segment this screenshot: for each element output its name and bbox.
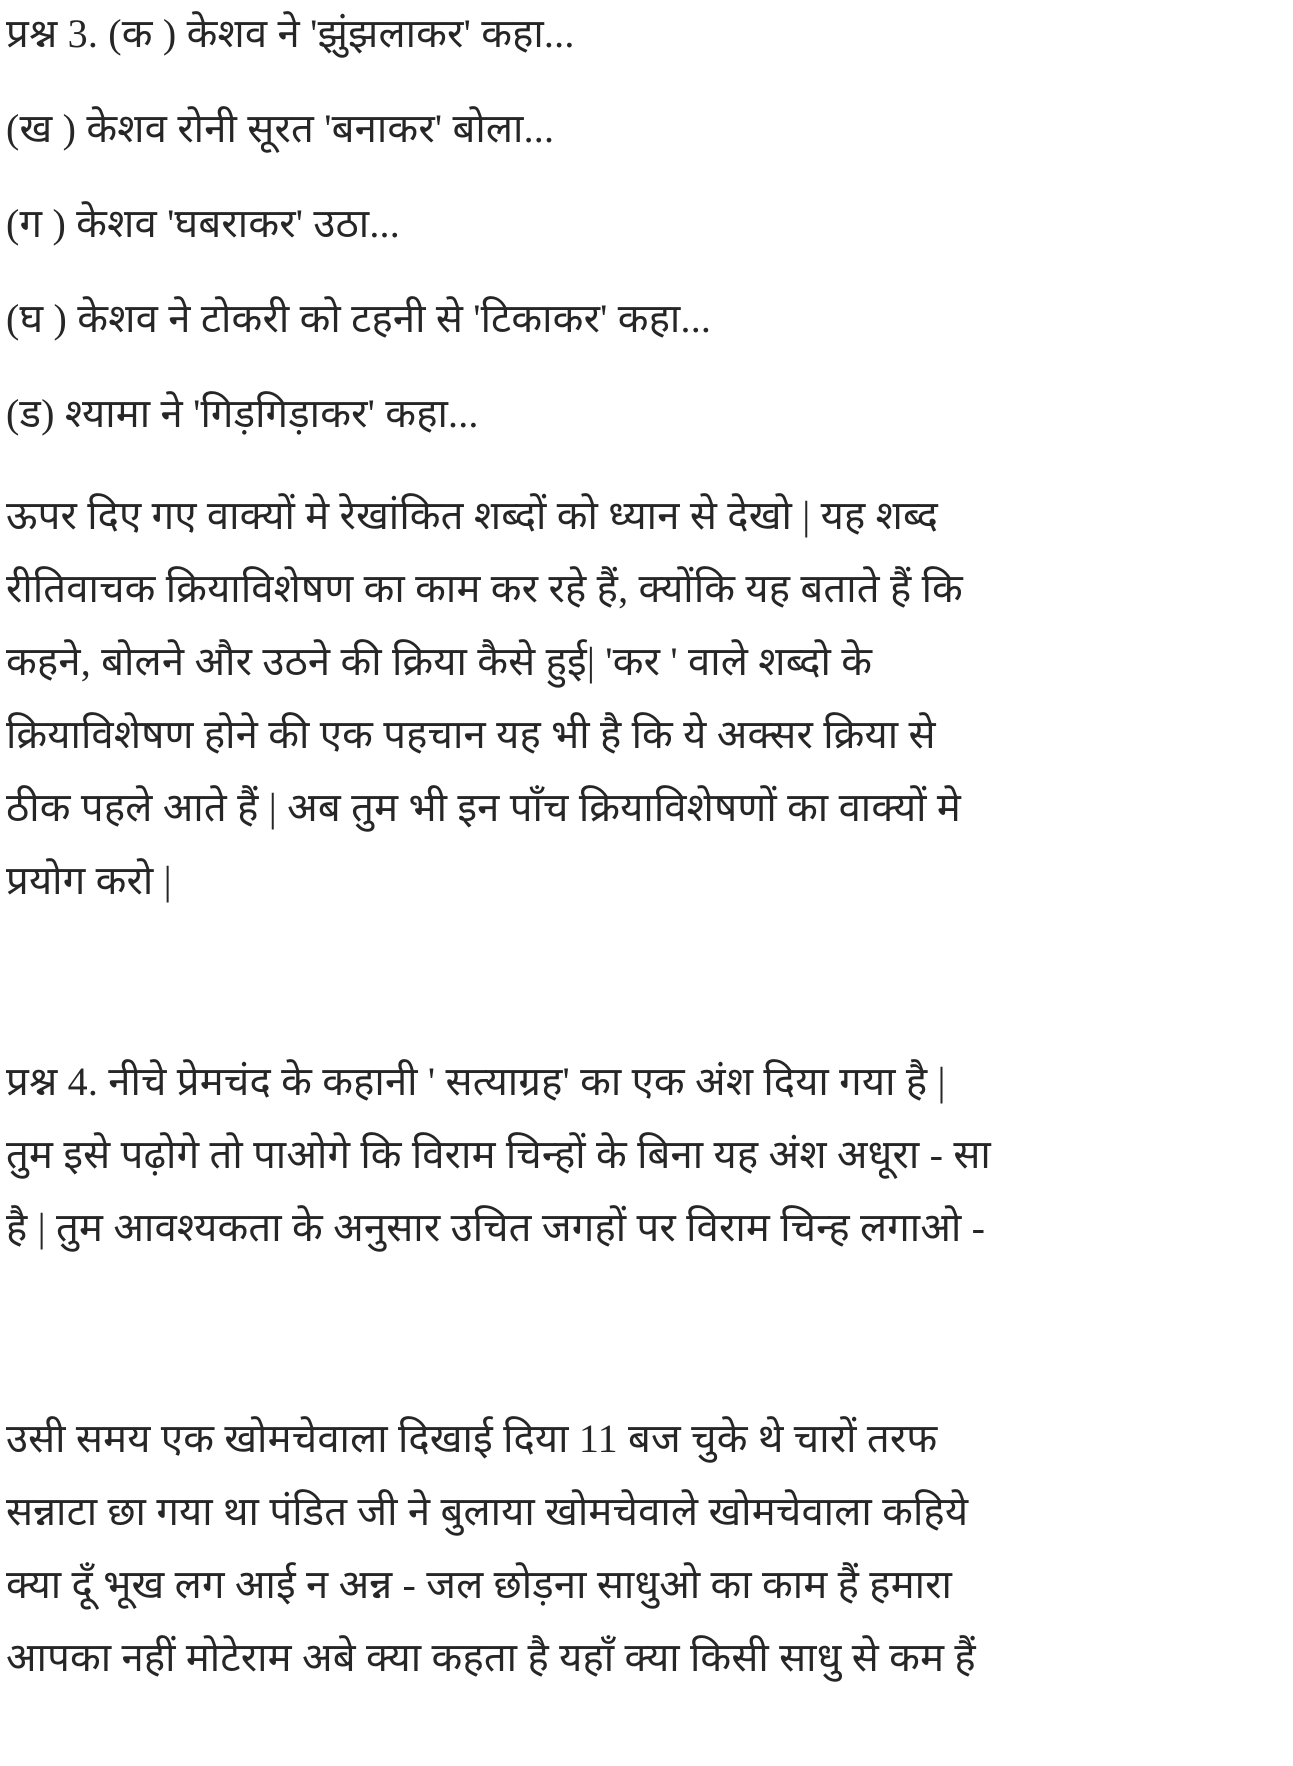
question3-sentence-list	[6, 4, 1283, 444]
passage-line: उसी समय एक खोमचेवाला दिखाई दिया 11 बज चुके थे चारों तरफ	[6, 1416, 938, 1461]
question4-intro-line: है | तुम आवश्यकता के अनुसार उचित जगहों पर विराम चिन्ह लगाओ -	[6, 1205, 986, 1250]
question4-story-passage	[6, 1402, 1283, 1694]
question3-item-da: (ड) श्यामा ने 'गिड़गिड़ाकर' कहा...	[6, 391, 479, 436]
question4-intro-line: तुम इसे पढ़ोगे तो पाओगे कि विराम चिन्हों के बिना यह अंश अधूरा - सा	[6, 1132, 991, 1177]
explanation-line: ऊपर दिए गए वाक्यों मे रेखांकित शब्दों को ध्यान से देखो | यह शब्द	[6, 493, 939, 538]
question3-item-gha: (घ ) केशव ने टोकरी को टहनी से 'टिकाकर' कहा...	[6, 296, 712, 341]
question4-intro-line: प्रश्न 4. नीचे प्रेमचंद के कहानी ' सत्याग्रह' का एक अंश दिया गया है |	[6, 1059, 946, 1104]
explanation-line: क्रियाविशेषण होने की एक पहचान यह भी है कि ये अक्सर क्रिया से	[6, 712, 936, 757]
explanation-line: रीतिवाचक क्रियाविशेषण का काम कर रहे हैं, क्योंकि यह बताते हैं कि	[6, 566, 963, 611]
question3-item-ga: (ग ) केशव 'घबराकर' उठा...	[6, 201, 400, 246]
explanation-line: प्रयोग करो |	[6, 858, 172, 903]
question3-item-kha: (ख ) केशव रोनी सूरत 'बनाकर' बोला...	[6, 106, 555, 151]
passage-line: सन्नाटा छा गया था पंडित जी ने बुलाया खोमचेवाले खोमचेवाला कहिये	[6, 1489, 969, 1534]
passage-line: क्या दूँ भूख लग आई न अन्न - जल छोड़ना साधुओ का काम हैं हमारा	[6, 1562, 953, 1607]
explanation-line: ठीक पहले आते हैं | अब तुम भी इन पाँच क्रियाविशेषणों का वाक्यों मे	[6, 785, 962, 830]
question4-intro-paragraph	[6, 1045, 1283, 1264]
question3-explanation-paragraph	[6, 479, 1283, 917]
explanation-line: कहने, बोलने और उठने की क्रिया कैसे हुई| 'कर ' वाले शब्दो के	[6, 639, 873, 684]
question3-item-ka: प्रश्न 3. (क ) केशव ने 'झुंझलाकर' कहा...	[6, 11, 575, 56]
passage-line: आपका नहीं मोटेराम अबे क्या कहता है यहाँ क्या किसी साधु से कम हैं	[6, 1635, 976, 1680]
